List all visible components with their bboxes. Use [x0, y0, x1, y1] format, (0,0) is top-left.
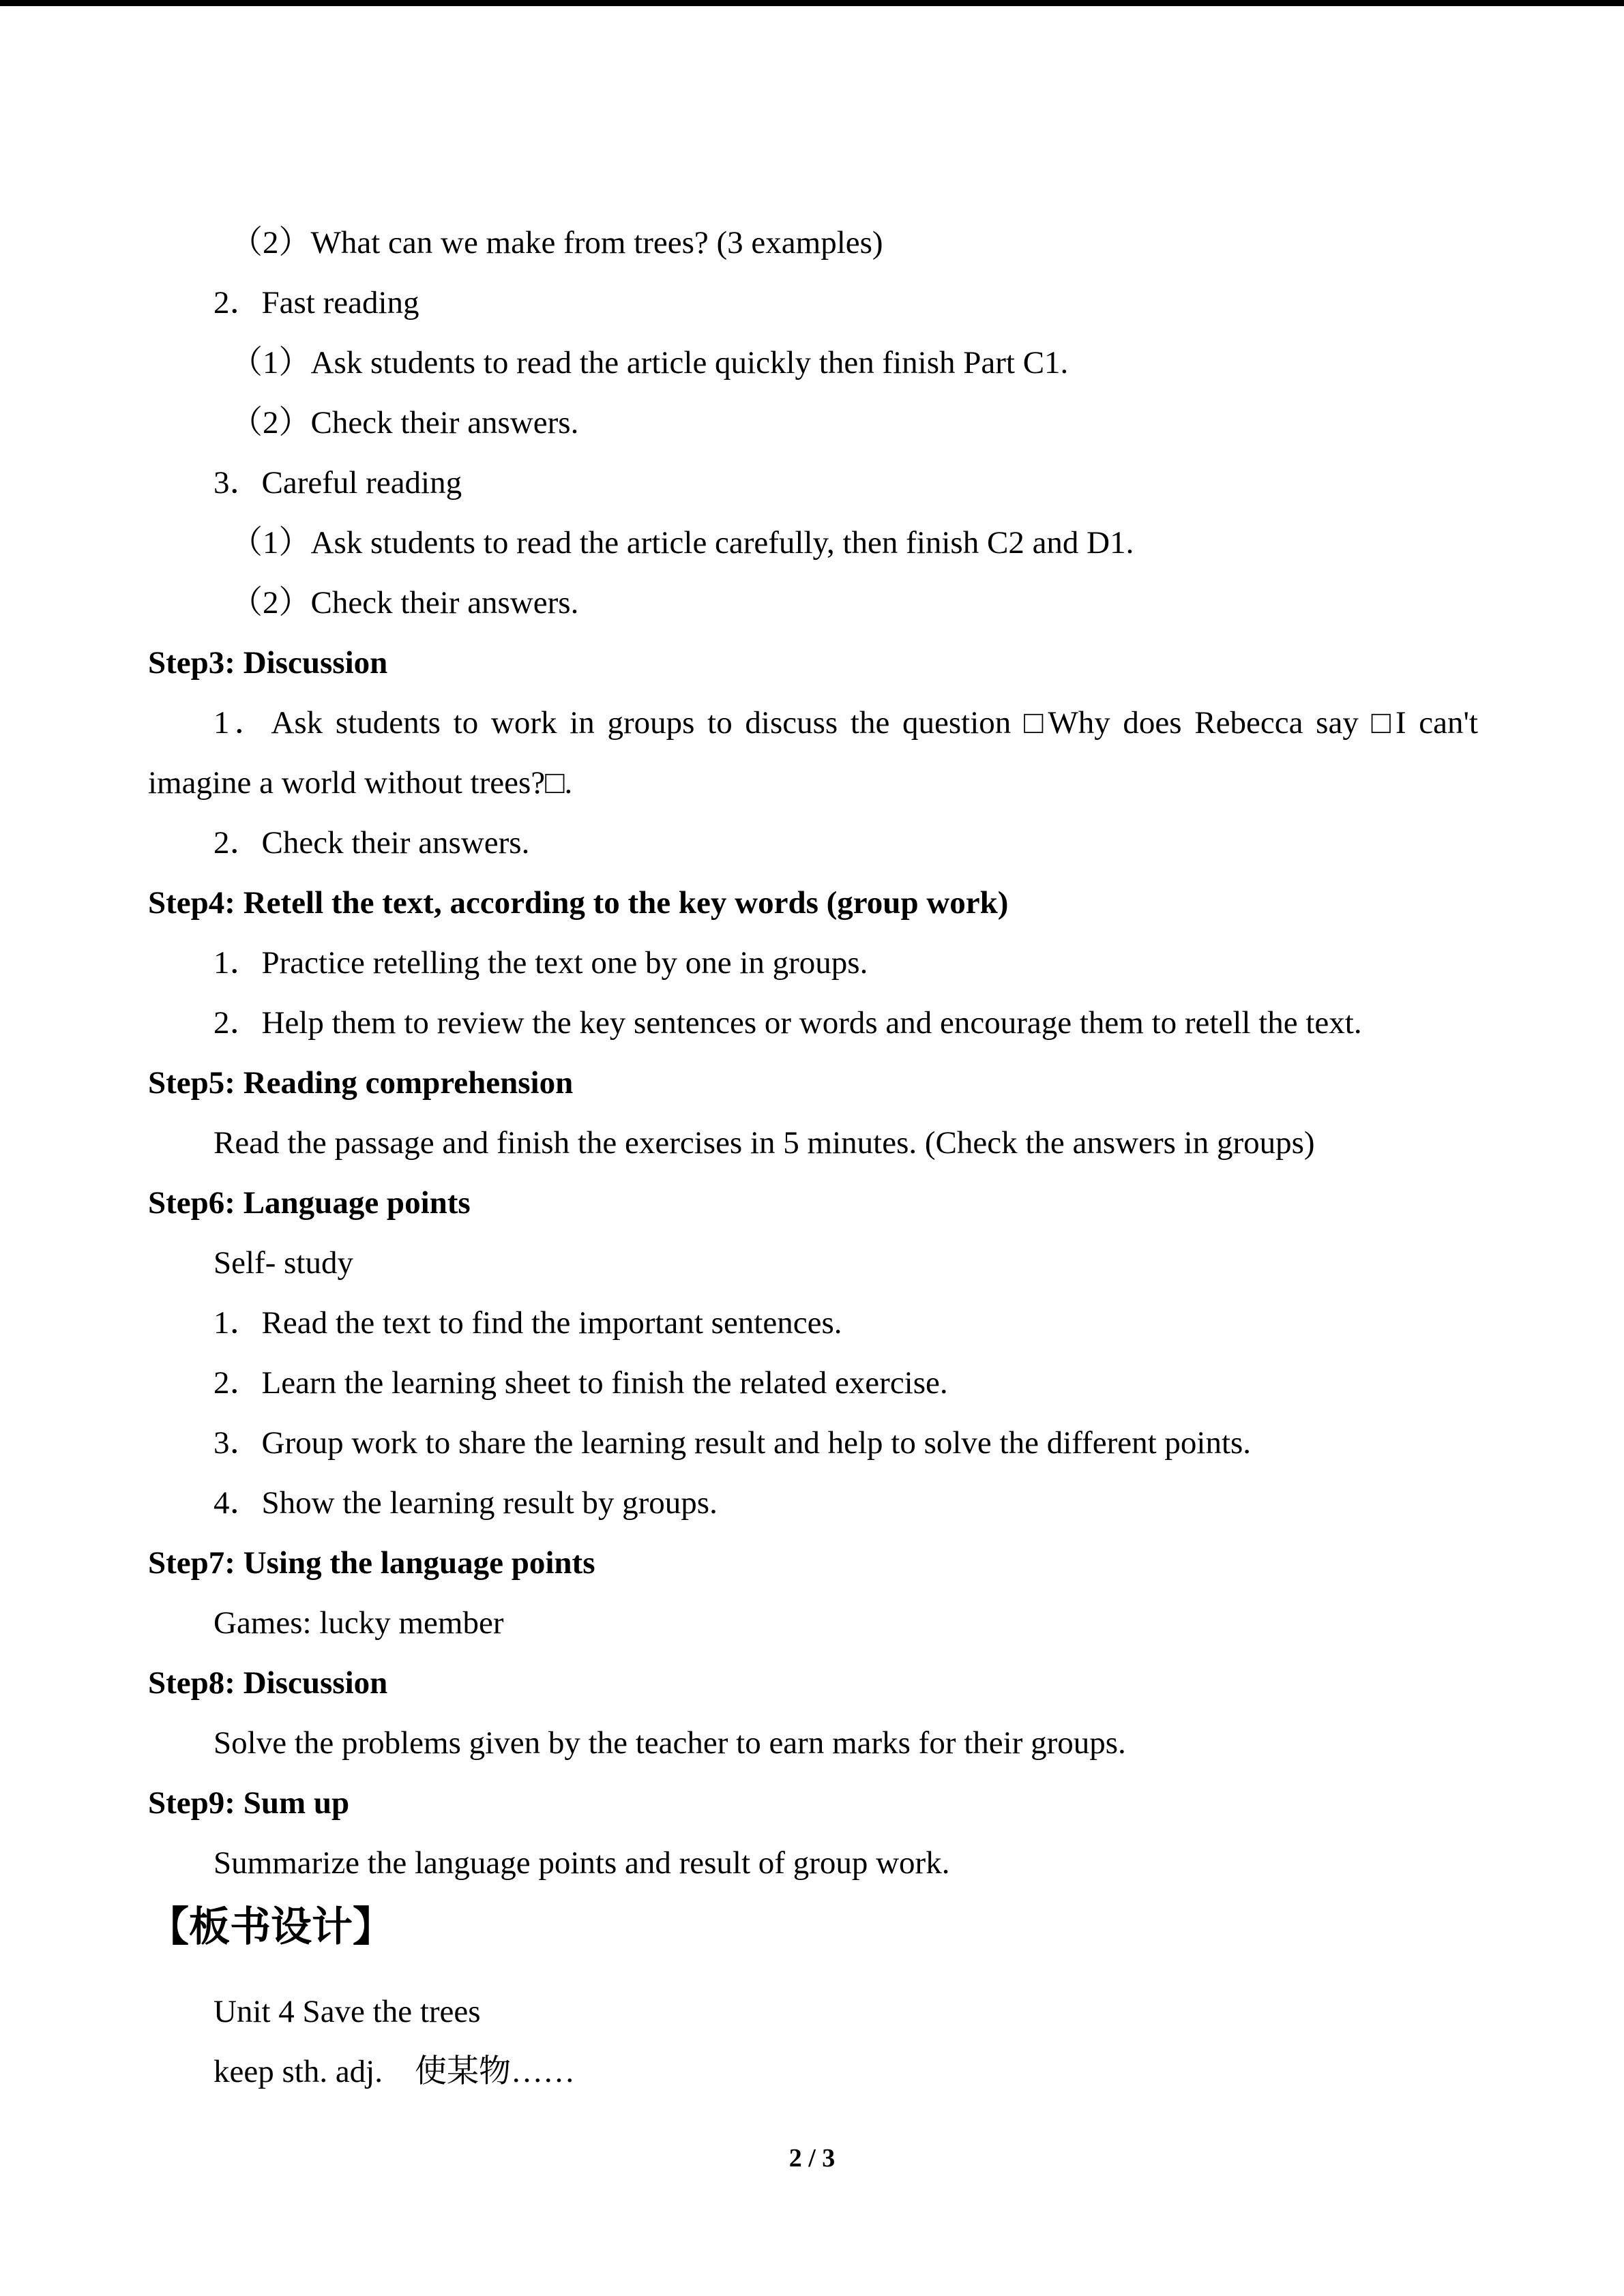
list-item: 2．Learn the learning sheet to finish the related exercise. [213, 1365, 948, 1401]
section-heading-blackboard-design: 【板书设计】 [148, 1905, 394, 1950]
sub-list-item: （2）What can we make from trees? (3 examples) [231, 225, 883, 260]
list-item: 3．Careful reading [213, 465, 462, 501]
body-paragraph: Unit 4 Save the trees [213, 1994, 481, 2029]
list-item: 2．Help them to review the key sentences or words and encourage them to retell the text. [213, 1005, 1362, 1041]
body-paragraph: Summarize the language points and result of group work. [213, 1845, 950, 1881]
list-item-line-2: imagine a world without trees?□. [148, 765, 573, 801]
body-paragraph: Self- study [213, 1245, 353, 1281]
sub-list-item: （1）Ask students to read the article quickly then finish Part C1. [231, 345, 1069, 381]
list-item-line-1: 1．Ask students to work in groups to discuss the question □Why does Rebecca say □I can't [213, 705, 1478, 741]
lesson-plan-content [148, 213, 1478, 2102]
step-heading: Step4: Retell the text, according to the key words (group work) [148, 885, 1009, 921]
list-item-wrapped [148, 693, 1478, 813]
step-heading: Step3: Discussion [148, 645, 388, 681]
body-paragraph: Games: lucky member [213, 1605, 504, 1641]
scan-top-border [0, 0, 1624, 6]
list-item: 2．Fast reading [213, 285, 419, 320]
sub-list-item: （1）Ask students to read the article carefully, then finish C2 and D1. [231, 525, 1134, 561]
step-heading: Step6: Language points [148, 1185, 471, 1221]
body-paragraph: keep sth. adj. 使某物…… [213, 2054, 575, 2089]
step-heading: Step7: Using the language points [148, 1545, 595, 1581]
list-item: 1．Practice retelling the text one by one in groups. [213, 945, 868, 981]
sub-list-item: （2）Check their answers. [231, 585, 579, 621]
body-paragraph: Read the passage and finish the exercises in 5 minutes. (Check the answers in groups) [213, 1125, 1315, 1161]
list-item: 2．Check their answers. [213, 825, 530, 861]
sub-list-item: （2）Check their answers. [231, 405, 579, 441]
step-heading: Step5: Reading comprehension [148, 1065, 574, 1101]
list-item: 3．Group work to share the learning result and help to solve the different points. [213, 1425, 1252, 1461]
list-item: 4．Show the learning result by groups. [213, 1485, 718, 1521]
step-heading: Step8: Discussion [148, 1665, 388, 1701]
body-paragraph: Solve the problems given by the teacher to earn marks for their groups. [213, 1725, 1126, 1761]
page-number: 2 / 3 [788, 2144, 836, 2173]
list-item: 1．Read the text to find the important sentences. [213, 1305, 842, 1341]
step-heading: Step9: Sum up [148, 1785, 350, 1821]
